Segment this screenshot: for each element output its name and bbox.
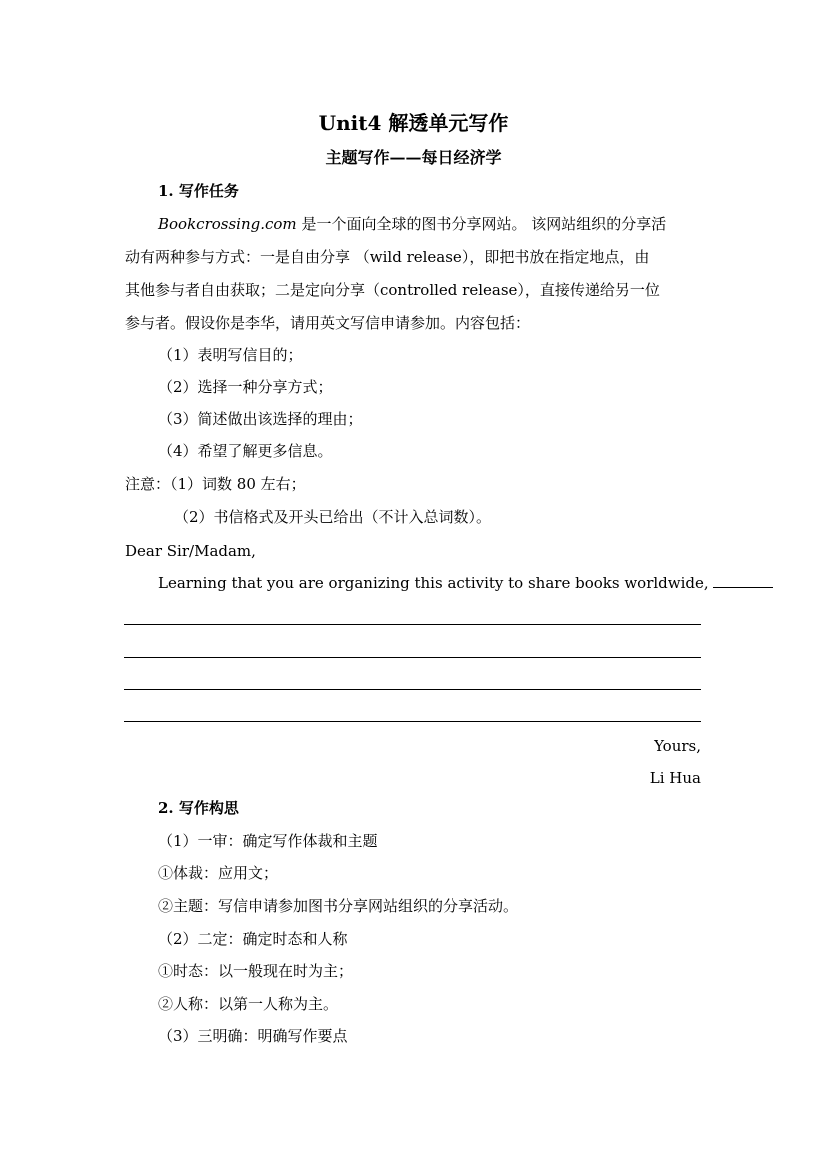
page-subtitle: 主题写作——每日经济学 (325, 148, 502, 167)
writing-line-2 (124, 657, 701, 658)
plan-line-4: （2）二定：确定时态和人称 (158, 930, 348, 948)
opening-blank (713, 573, 773, 588)
section1-heading: 1. 写作任务 (158, 182, 239, 200)
note-line2: （2）书信格式及开头已给出（不计入总词数）。 (174, 508, 492, 526)
page-title: Unit4 解透单元写作 (318, 111, 509, 135)
section2-heading: 2. 写作构思 (158, 799, 239, 817)
letter-opening-text: Learning that you are organizing this activity to share books worldwide, (158, 574, 709, 592)
task-paragraph-line1 (158, 214, 666, 234)
task-text-line1: 是一个面向全球的图书分享网站。 该网站组织的分享活 (301, 215, 667, 233)
task-item-2: （2）选择一种分享方式； (158, 378, 333, 396)
plan-line-7: （3）三明确：明确写作要点 (158, 1027, 348, 1045)
writing-line-1 (124, 624, 701, 625)
plan-line-5: ①时态：以一般现在时为主； (158, 962, 354, 980)
task-paragraph-line2: 动有两种参与方式：一是自由分享 （wild release），即把书放在指定地点，由 (125, 248, 650, 266)
task-paragraph-line3: 其他参与者自由获取；二是定向分享（controlled release），直接传递给另一位 (125, 281, 660, 299)
note-line1: 注意：（1）词数 80 左右； (125, 475, 306, 493)
letter-signature: Li Hua (649, 769, 701, 787)
task-item-3: （3）简述做出该选择的理由； (158, 410, 363, 428)
task-item-4: （4）希望了解更多信息。 (158, 442, 333, 460)
letter-closing: Yours, (654, 737, 701, 755)
plan-line-2: ①体裁：应用文； (158, 864, 279, 882)
writing-line-4 (124, 721, 701, 722)
task-paragraph-line4: 参与者。假设你是李华，请用英文写信申请参加。内容包括： (125, 314, 531, 332)
plan-line-3: ②主题：写信申请参加图书分享网站组织的分享活动。 (158, 897, 519, 915)
writing-line-3 (124, 689, 701, 690)
task-item-1: （1）表明写信目的； (158, 346, 303, 364)
plan-line-1: （1）一审：确定写作体裁和主题 (158, 832, 378, 850)
letter-salutation: Dear Sir/Madam, (125, 542, 256, 560)
letter-opening-line (158, 573, 773, 593)
site-name: Bookcrossing.com (158, 215, 297, 233)
plan-line-6: ②人称：以第一人称为主。 (158, 995, 339, 1013)
